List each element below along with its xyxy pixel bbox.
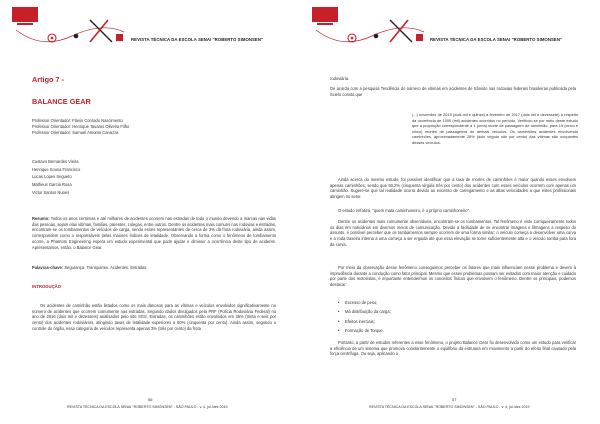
block-quote: (...) novembro de 2015 (dois mil e quinze) a fevereiro de 2017 (dois mil e dezessete) a respeito da ocorrência de 1000 (mil) acidentes ocorridos no período. Verificou-se por meio deste estudo que a proporção correspondente a 1 (uma) morte de passageiro de caminhão, para 15 (cinco e cinco) mortes de passageiros de demais veículos. Os caminhões acidentes envolvendo caminhões, aproximadamente 28% (dois vírgula oito por cento) das vítimas são ocupantes desses veículos.: [412, 112, 578, 145]
keywords: [32, 265, 276, 271]
article-number: Artigo 7 -: [32, 75, 65, 84]
advisor: Professor Orientador: Samuel Amorim Canazza: [32, 129, 119, 135]
page-number: 56: [148, 397, 153, 402]
list-item: • Formação de Torque.: [338, 326, 538, 335]
journal-title: REVISTA TÉCNICA DA ESCOLA SENAI "ROBERTO SIMONSEN": [430, 37, 563, 42]
abstract-text: Todos os anos centenas e até milhares de acidentes ocorrem nas estradas de todo o mundo devendo a marcas nas vidas das pessoas, sejam elas vítimas, familias, parentes, colegas, entre outros. Dentre os acidentes mais comuns nas rodovias e estradas, encontram-se os tombamentos de veículos de carga, sendo esses representantes de cerca de 3% da frota rodoviária, ainda assim, correspondem como o responsáveis pelas maiores índices de letalidade. Observando a forma como o fenômeno de tombamento ocorre, a Phantom Engineering espera um estudo experimental que pode ajudar e diminuir a ocorrência deste tipo de acidente. Apresentamos, então, o Balance Gear.: [32, 216, 276, 250]
abstract: [32, 216, 276, 250]
advisor: Professor Orientador: Henrique Tavares Oliveira Filho: [32, 123, 130, 129]
abstract-label: Resumo:: [32, 216, 50, 221]
journal-title: REVISTA TÉCNICA DA ESCOLA SENAI "ROBERTO SIMONSEN": [131, 37, 264, 42]
advisors-list: [32, 118, 272, 136]
keywords-label: Palavras-chave:: [32, 265, 64, 270]
engineering-tools-logo-icon: [312, 6, 430, 46]
author: Henrique Sousa Francisco: [32, 166, 81, 172]
author: Victor Santos Nunes: [32, 189, 70, 195]
page-number: 57: [452, 397, 457, 402]
author: Matheus Garcia Rosa: [32, 182, 72, 188]
paragraph: O estudo enfatiza, "quem mata caminhoneiro, é o próprio caminhoneiro".: [338, 208, 471, 213]
list-item: • Má distribuição da carga;: [338, 307, 538, 316]
list-item: • Excesso de peso;: [338, 298, 538, 307]
article-title: BALANCE GEAR: [32, 97, 91, 106]
list-item: • Efeitos inerciais;: [338, 317, 538, 326]
paragraph: De acordo com a pesquisa Tendência do número de vítimas em acidentes de trânsito nas rodovias federais brasileiras publicada pela Scielo consta que: [330, 86, 576, 97]
author: Custavo Bernardes Vieira: [32, 159, 79, 164]
page-footer: REVISTA TÉCNICA DA ESCOLA SENAI "ROBERTO SIMONSEN" - SÃO PAULO - v. 4, jul./dez 2019: [67, 405, 228, 409]
right-page: [300, 0, 600, 424]
paragraph: Ainda acerca do mesmo estudo, foi possível identificar que a taxa de mortes de caminhões é maior quando esses envolvem apenas caminhões, sendo que 50,2% (cinquenta vírgula três por cento) dos acidentes com esses veículos ocorrem com apenas um caminhão. Sugere-se que tal realidade ocorra devido ao excesso de carregamento e as altas velocidades a que estes profissionais atingem no setor.: [330, 177, 576, 200]
paragraph: Portanto, a partir de estudos referentes a esse fenômeno, o projeto Balance Gear foi desenvolvido como um estudo para verificar a eficiência de um sistema que promova constantemente o equilíbrio da estrutura em movimento a partir do efeito final causado pela força centrífuga. Ou seja, aplicando o: [330, 340, 576, 357]
advisor: Professor Orientador: Flavio Conrado Nascimento: [32, 118, 123, 123]
intro-continuation: rodoviária.: [330, 76, 350, 81]
page-footer: REVISTA TÉCNICA DA ESCOLA SENAI "ROBERTO SIMONSEN" - SÃO PAULO - v. 4, jul./dez 2019: [369, 405, 530, 409]
engineering-tools-logo-icon: [12, 6, 130, 46]
paragraph: Dentre os acidentes mais comumente observáveis, encontram-se os tombamentos. Tal fenômeno é visto corriqueiramente todos os dias em noticiários em diversos meios de comunicação. Devido a facilidade de se encontrar imagens e filmagens a respeito do assunto, é possível perceber que os tombamentos sempre ocorrem de uma forma similar: o veículo começa a desenvolver uma curva e a roda traseira interna a uma começa a ser erguida até que essa elevação se torne suficientemente alta e o veículo tomba para fora da curva.: [330, 219, 576, 247]
paragraph: Por meio da observação desse fenômeno conseguimos perceber os fatores que mais influenciam nesse problema e devem à imprudência durante a condução como fator principal. Mesmo que esses problemas possam ser evitados com maior atenção e cuidado por parte dos motoristas, é importante entendermos os conceitos físicos que envolvem o fenômeno. Dentre os principais, podemos destacar:: [330, 265, 576, 288]
authors-list: [32, 158, 272, 197]
intro-paragraph: Os acidentes de caminhão estão listados como os mais danosos para as vítimas e veículos envolvidos significativamente no número de acidentes que ocorrem comumente nas estradas. Segundo dados divulgados pela PRF (Polícia Rodoviária Federal) no ano de 2016 (dois mil e dezesseis) analisados pelo site SGS, Estradas, os caminhões estão envolvidos em 36% (trinta e seis por cento) dos acidentes rodoviários, atingindo taxas de letalidade superiores a 50% (cinquenta por cento). Ainda assim, segundo o controle do órgão, essa categoria de veículos representa apenas 3% (três por cento) da frota: [32, 303, 276, 331]
author: Lucas Lopes Segueto: [32, 174, 72, 180]
factors-list: [338, 298, 538, 336]
intro-heading: INTRODUÇÃO: [32, 284, 62, 289]
keywords-text: Segurança. Transportes. Acidentes. Estradas: [64, 265, 147, 270]
